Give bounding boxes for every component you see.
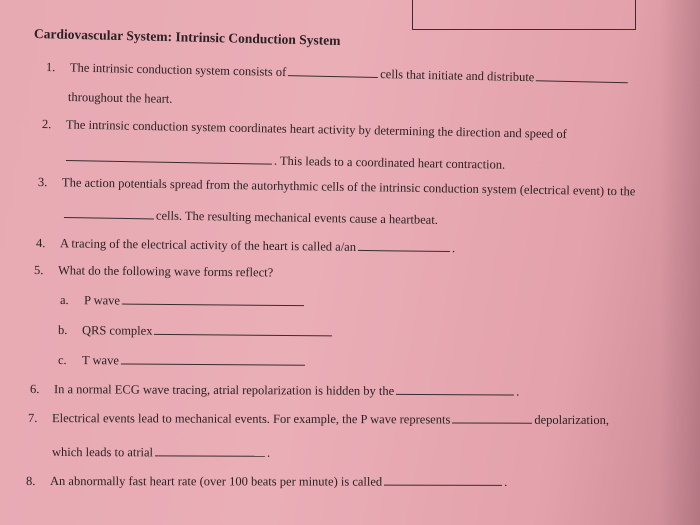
question-text: What do the following wave forms reflect? xyxy=(57,263,274,280)
worksheet-title: Cardiovascular System: Intrinsic Conduction System xyxy=(33,26,341,48)
page-edge-shadow xyxy=(660,0,700,525)
question-text: The intrinsic conduction system coordinates heart activity by determining the direction and speed of xyxy=(65,117,567,142)
question-1 xyxy=(46,58,631,87)
question-7-continued xyxy=(52,443,270,461)
question-7 xyxy=(28,409,609,428)
question-2 xyxy=(42,116,567,142)
answer-blank[interactable] xyxy=(452,410,532,423)
period: . xyxy=(516,384,520,399)
period: . xyxy=(504,474,508,489)
question-2-continued xyxy=(64,148,506,173)
answer-blank[interactable] xyxy=(154,322,332,337)
question-5c xyxy=(58,351,307,370)
question-text: An abnormally fast heart rate (over 100 beats per minute) is called xyxy=(49,474,383,489)
question-5 xyxy=(34,262,273,281)
question-text: The action potentials spread from the autorhythmic cells of the intrinsic conduction system (electrical event) to the xyxy=(61,175,636,199)
period: . xyxy=(451,241,456,256)
answer-blank[interactable] xyxy=(384,473,502,486)
subquestion-text: T wave xyxy=(81,353,119,368)
answer-blank[interactable] xyxy=(66,148,272,165)
question-number: 4. xyxy=(35,236,46,251)
subquestion-label: b. xyxy=(57,323,68,338)
question-text: Electrical events lead to mechanical events. For example, the P wave represents xyxy=(51,411,451,427)
question-text: The intrinsic conduction system consists of xyxy=(69,60,287,80)
question-text: which leads to atrial xyxy=(51,445,154,460)
question-text: A tracing of the electrical activity of the heart is called a/an xyxy=(59,236,357,254)
answer-blank[interactable] xyxy=(288,63,378,78)
question-number: 6. xyxy=(29,382,40,397)
subquestion-text: QRS complex xyxy=(81,323,153,338)
question-number: 8. xyxy=(25,474,36,489)
answer-box[interactable] xyxy=(412,0,636,30)
answer-blank[interactable] xyxy=(536,68,628,83)
question-3-continued xyxy=(62,205,438,228)
question-6 xyxy=(30,380,519,400)
question-number: 2. xyxy=(41,117,52,132)
subquestion-text: P wave xyxy=(83,293,121,308)
question-number: 3. xyxy=(37,175,48,190)
question-number: 1. xyxy=(45,60,56,75)
question-1-continued xyxy=(68,89,173,107)
question-text: cells that initiate and distribute xyxy=(380,67,535,85)
subquestion-label: a. xyxy=(59,293,69,308)
question-text: cells. The resulting mechanical events cause a heartbeat. xyxy=(155,208,438,227)
question-text: depolarization, xyxy=(534,412,609,428)
question-text: In a normal ECG wave tracing, atrial repolarization is hidden by the xyxy=(53,382,395,398)
answer-blank[interactable] xyxy=(122,292,304,307)
question-5b xyxy=(58,321,335,340)
question-number: 7. xyxy=(27,411,38,426)
question-text: throughout the heart. xyxy=(67,90,173,106)
question-5a xyxy=(60,291,306,310)
question-3 xyxy=(38,174,636,199)
answer-blank[interactable] xyxy=(121,351,305,365)
question-number: 5. xyxy=(33,263,44,278)
answer-blank[interactable] xyxy=(155,443,265,456)
answer-blank[interactable] xyxy=(64,205,154,219)
answer-blank[interactable] xyxy=(396,382,514,396)
answer-blank[interactable] xyxy=(358,238,450,252)
question-4 xyxy=(36,234,455,256)
subquestion-label: c. xyxy=(57,353,67,368)
question-8 xyxy=(26,472,507,490)
question-text: . This leads to a coordinated heart contraction. xyxy=(273,153,506,172)
period: . xyxy=(266,445,271,460)
